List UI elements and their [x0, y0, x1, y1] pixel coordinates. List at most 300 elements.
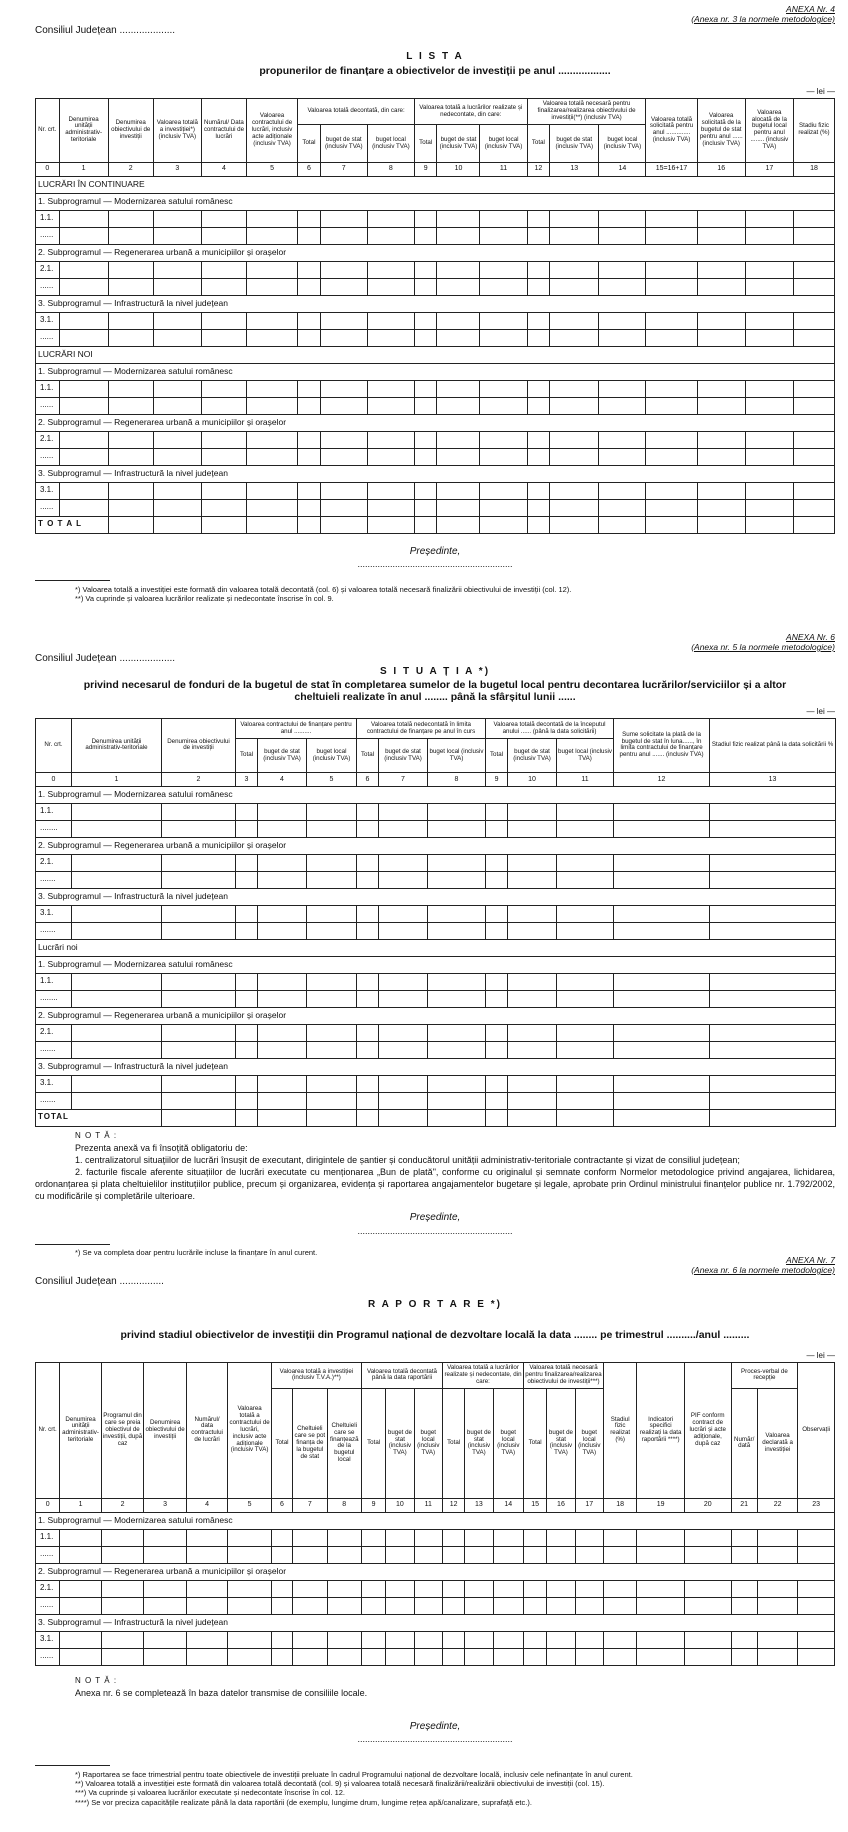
- table-cell: [236, 973, 258, 990]
- table-cell: [557, 1024, 614, 1041]
- table-cell: [710, 820, 836, 837]
- table-cell: [684, 1597, 731, 1614]
- table-cell: [599, 397, 646, 414]
- table-cell: [293, 1580, 327, 1597]
- table-cell: [428, 922, 486, 939]
- table-cell: [258, 990, 307, 1007]
- table-cell: [367, 380, 414, 397]
- table-cell: [710, 990, 836, 1007]
- table-cell: [614, 1109, 710, 1126]
- col-header: Valoarea totală solicitată pentru anul .............. (inclusiv TVA): [646, 98, 697, 162]
- table-cell: [246, 431, 297, 448]
- table-cell: [101, 1529, 144, 1546]
- table-cell: [357, 990, 379, 1007]
- table-cell: [357, 905, 379, 922]
- table-cell: [486, 990, 508, 1007]
- column-number: 21: [731, 1498, 757, 1512]
- table-cell: [798, 1546, 835, 1563]
- table-cell: [367, 397, 414, 414]
- table-cell: [236, 820, 258, 837]
- table-row: [36, 261, 835, 278]
- table-cell: [793, 278, 834, 295]
- table-cell: [428, 854, 486, 871]
- table-cell: [486, 1109, 508, 1126]
- row-index: 3.1.: [36, 312, 60, 329]
- table-cell: [710, 922, 836, 939]
- table-cell: [327, 1529, 361, 1546]
- table-cell: [710, 1041, 836, 1058]
- table-cell: [793, 329, 834, 346]
- table-cell: [246, 227, 297, 244]
- table-cell: [710, 803, 836, 820]
- table-row: [36, 210, 835, 227]
- column-number: 2: [101, 1498, 144, 1512]
- table-cell: [236, 905, 258, 922]
- table-cell: [614, 871, 710, 888]
- table-cell: [298, 380, 321, 397]
- column-number-row: [36, 772, 836, 786]
- table-cell: [414, 1648, 442, 1665]
- table-cell: [298, 516, 321, 533]
- table-cell: [599, 278, 646, 295]
- table-cell: [162, 1075, 236, 1092]
- table-cell: [731, 1597, 757, 1614]
- table-cell: [236, 1041, 258, 1058]
- table-cell: [428, 1092, 486, 1109]
- table-cell: [414, 329, 437, 346]
- table-cell: [508, 1109, 557, 1126]
- column-number: 11: [480, 162, 527, 176]
- table-cell: [550, 329, 599, 346]
- column-number: 12: [527, 162, 550, 176]
- president-signature: ..............................................................: [357, 1225, 513, 1236]
- table-cell: [162, 1109, 236, 1126]
- table-cell: [697, 448, 745, 465]
- table-cell: [414, 278, 437, 295]
- table-cell: [646, 448, 697, 465]
- column-number: 11: [414, 1498, 442, 1512]
- table-cell: [414, 1546, 442, 1563]
- row-index: 1.1.: [36, 380, 60, 397]
- table-cell: [508, 871, 557, 888]
- section-row: [36, 295, 835, 312]
- table-cell: [236, 1075, 258, 1092]
- column-number: 8: [428, 772, 486, 786]
- table-cell: [236, 1024, 258, 1041]
- table-cell: [637, 1631, 685, 1648]
- col-header: buget local (inclusiv TVA): [599, 125, 646, 162]
- table-cell: [442, 1597, 464, 1614]
- col-header: buget local (inclusiv TVA): [307, 739, 357, 773]
- table-cell: [527, 499, 550, 516]
- table-cell: [614, 1075, 710, 1092]
- table-cell: [162, 905, 236, 922]
- column-number: 2: [108, 162, 153, 176]
- row-index: 3.1.: [36, 482, 60, 499]
- table-cell: [731, 1546, 757, 1563]
- table-cell: [144, 1648, 187, 1665]
- table-row: [36, 1529, 835, 1546]
- table-cell: [236, 854, 258, 871]
- column-number: 10: [508, 772, 557, 786]
- table-cell: [745, 312, 793, 329]
- table-cell: [108, 499, 153, 516]
- column-number: 16: [697, 162, 745, 176]
- table-cell: [614, 905, 710, 922]
- table-cell: [357, 803, 379, 820]
- col-header: Observații: [798, 1362, 835, 1498]
- section-label: 1. Subprogramul — Modernizarea satului românesc: [36, 956, 836, 973]
- table-cell: [246, 261, 297, 278]
- table-cell: [101, 1580, 144, 1597]
- table-cell: [697, 329, 745, 346]
- section-row: [36, 939, 836, 956]
- table-cell: [320, 312, 367, 329]
- table-cell: [710, 871, 836, 888]
- table-cell: [599, 261, 646, 278]
- col-header: Valoarea totală necesară pentru finalizarea/realizarea obiectivului de investiții(**) (inclusiv TVA): [527, 98, 646, 125]
- table-cell: [527, 482, 550, 499]
- table-cell: [367, 227, 414, 244]
- table-cell: [524, 1631, 547, 1648]
- column-number: 11: [557, 772, 614, 786]
- table-cell: [527, 448, 550, 465]
- document-title: R A P O R T A R E *): [368, 1299, 502, 1311]
- table-cell: [414, 1580, 442, 1597]
- table-cell: [60, 1648, 102, 1665]
- table-cell: [320, 380, 367, 397]
- table-cell: [442, 1580, 464, 1597]
- table-cell: [379, 1041, 428, 1058]
- table-cell: [547, 1580, 575, 1597]
- row-index: ......: [36, 329, 60, 346]
- table-cell: [493, 1631, 523, 1648]
- table-cell: [320, 261, 367, 278]
- table-row: [36, 922, 836, 939]
- table-cell: [745, 431, 793, 448]
- table-row: [36, 397, 835, 414]
- table-cell: [298, 261, 321, 278]
- table-cell: [361, 1631, 385, 1648]
- table-header-row: [36, 98, 835, 125]
- table-cell: [153, 380, 201, 397]
- president-label: Președinte,: [409, 545, 461, 557]
- section-row: [36, 244, 835, 261]
- table-cell: [745, 448, 793, 465]
- table-cell: [684, 1529, 731, 1546]
- col-header: Denumirea unității administrativ-teritoriale: [59, 98, 108, 162]
- table-cell: [60, 1597, 102, 1614]
- table-cell: [646, 482, 697, 499]
- table-cell: [357, 1109, 379, 1126]
- table-cell: [524, 1546, 547, 1563]
- table-cell: [307, 1092, 357, 1109]
- table-cell: [731, 1648, 757, 1665]
- column-number: 7: [320, 162, 367, 176]
- col-header: Valoarea totală a lucrărilor realizate și nedecontate, din care:: [414, 98, 527, 125]
- row-index: 2.1.: [36, 1024, 72, 1041]
- section-label: Lucrări noi: [36, 939, 836, 956]
- table-cell: [710, 1109, 836, 1126]
- col-header: Total: [298, 125, 321, 162]
- col-header: buget de stat (inclusiv TVA): [550, 125, 599, 162]
- table-cell: [258, 973, 307, 990]
- table-cell: [162, 871, 236, 888]
- table-cell: [437, 380, 480, 397]
- table-cell: [108, 482, 153, 499]
- table-cell: [527, 397, 550, 414]
- row-index: 2.1.: [36, 431, 60, 448]
- table-cell: [153, 516, 201, 533]
- table-cell: [793, 516, 834, 533]
- table-cell: [298, 499, 321, 516]
- table-cell: [757, 1648, 798, 1665]
- table-cell: [414, 448, 437, 465]
- currency-unit: — lei —: [806, 1350, 835, 1360]
- table-cell: [493, 1597, 523, 1614]
- table-cell: [480, 278, 527, 295]
- column-number: 10: [437, 162, 480, 176]
- table-cell: [271, 1597, 292, 1614]
- footnote-divider: [35, 1244, 110, 1245]
- column-number: 2: [162, 772, 236, 786]
- table-cell: [697, 210, 745, 227]
- table-row: [36, 820, 836, 837]
- table-cell: [258, 922, 307, 939]
- table-row: [36, 1580, 835, 1597]
- table-cell: [437, 448, 480, 465]
- table-cell: [614, 1041, 710, 1058]
- row-index: ......: [36, 397, 60, 414]
- table-cell: [599, 482, 646, 499]
- table-cell: [637, 1529, 685, 1546]
- row-index: 1.1.: [36, 1529, 60, 1546]
- table-cell: [550, 261, 599, 278]
- table-cell: [246, 312, 297, 329]
- table-cell: [307, 1109, 357, 1126]
- col-header: Stadiul fizic realizat (%): [603, 1362, 636, 1498]
- table-cell: [59, 380, 108, 397]
- table-cell: [153, 312, 201, 329]
- table-cell: [258, 854, 307, 871]
- col-header: buget de stat (inclusiv TVA): [547, 1388, 575, 1498]
- row-index: .......: [36, 1092, 72, 1109]
- table-cell: [646, 210, 697, 227]
- col-header: buget local (inclusiv TVA): [480, 125, 527, 162]
- table-cell: [428, 973, 486, 990]
- table-cell: [153, 210, 201, 227]
- table-row: [36, 1597, 835, 1614]
- table-cell: [557, 803, 614, 820]
- column-number: 6: [298, 162, 321, 176]
- total-label: TOTAL: [36, 1109, 162, 1126]
- table-cell: [575, 1546, 603, 1563]
- table-cell: [59, 312, 108, 329]
- table-cell: [258, 871, 307, 888]
- table-cell: [298, 210, 321, 227]
- table-cell: [307, 871, 357, 888]
- table-cell: [614, 1092, 710, 1109]
- table-cell: [524, 1529, 547, 1546]
- table-cell: [527, 261, 550, 278]
- section-row: [36, 1512, 835, 1529]
- table-cell: [527, 516, 550, 533]
- table-cell: [357, 871, 379, 888]
- table-cell: [367, 431, 414, 448]
- row-index: ........: [36, 990, 72, 1007]
- column-number: 13: [710, 772, 836, 786]
- table-cell: [162, 1041, 236, 1058]
- county-council: Consiliul Județean ....................: [35, 24, 176, 36]
- table-cell: [745, 380, 793, 397]
- table-cell: [414, 261, 437, 278]
- note-paragraph: Anexa nr. 6 se completează în baza datelor transmise de consiliile locale.: [75, 1687, 368, 1698]
- column-number: 4: [201, 162, 246, 176]
- table-cell: [646, 278, 697, 295]
- table-cell: [575, 1597, 603, 1614]
- table-cell: [575, 1631, 603, 1648]
- section-label: LUCRĂRI ÎN CONTINUARE: [36, 176, 835, 193]
- table-cell: [575, 1648, 603, 1665]
- table-cell: [186, 1529, 228, 1546]
- table-cell: [798, 1631, 835, 1648]
- row-index: 1.1.: [36, 973, 72, 990]
- table-row: [36, 312, 835, 329]
- table-cell: [603, 1546, 636, 1563]
- table-cell: [603, 1648, 636, 1665]
- table-cell: [357, 820, 379, 837]
- table-cell: [108, 448, 153, 465]
- section-row: [36, 1007, 836, 1024]
- table-cell: [320, 516, 367, 533]
- annex7-body: [36, 1498, 835, 1665]
- table-cell: [293, 1648, 327, 1665]
- table-cell: [101, 1597, 144, 1614]
- table-cell: [646, 397, 697, 414]
- table-cell: [437, 210, 480, 227]
- total-row: [36, 516, 835, 533]
- total-row: [36, 1109, 836, 1126]
- table-cell: [745, 499, 793, 516]
- table-cell: [201, 261, 246, 278]
- table-cell: [236, 1109, 258, 1126]
- table-cell: [201, 482, 246, 499]
- table-cell: [72, 1024, 162, 1041]
- table-cell: [379, 1075, 428, 1092]
- table-cell: [603, 1529, 636, 1546]
- table-cell: [59, 329, 108, 346]
- table-cell: [201, 431, 246, 448]
- table-row: [36, 803, 836, 820]
- table-cell: [153, 431, 201, 448]
- table-cell: [414, 397, 437, 414]
- table-cell: [646, 380, 697, 397]
- table-cell: [508, 803, 557, 820]
- table-cell: [745, 261, 793, 278]
- col-header: buget de stat (inclusiv TVA): [508, 739, 557, 773]
- column-number: 17: [575, 1498, 603, 1512]
- table-cell: [550, 516, 599, 533]
- president-label: Președinte,: [409, 1720, 461, 1732]
- table-cell: [710, 1075, 836, 1092]
- table-row: [36, 1648, 835, 1665]
- table-cell: [437, 397, 480, 414]
- table-cell: [386, 1529, 414, 1546]
- table-row: [36, 905, 836, 922]
- table-cell: [298, 329, 321, 346]
- table-cell: [508, 990, 557, 1007]
- table-cell: [228, 1597, 272, 1614]
- table-cell: [437, 329, 480, 346]
- table-cell: [646, 516, 697, 533]
- table-cell: [293, 1546, 327, 1563]
- column-number: 16: [547, 1498, 575, 1512]
- table-cell: [379, 922, 428, 939]
- table-cell: [480, 448, 527, 465]
- section-label: 2. Subprogramul — Regenerarea urbană a municipiilor și orașelor: [36, 1007, 836, 1024]
- table-cell: [793, 210, 834, 227]
- col-header: Valoarea totală a investiției (inclusiv T.V.A.)**): [271, 1362, 361, 1388]
- row-index: ......: [36, 278, 60, 295]
- table-row: [36, 380, 835, 397]
- column-number: 20: [684, 1498, 731, 1512]
- table-cell: [72, 922, 162, 939]
- table-cell: [72, 803, 162, 820]
- col-header: Valoarea contractului de finanțare pentru anul ..........: [236, 718, 357, 738]
- table-cell: [414, 516, 437, 533]
- table-cell: [798, 1648, 835, 1665]
- table-cell: [153, 261, 201, 278]
- table-cell: [550, 448, 599, 465]
- table-cell: [186, 1580, 228, 1597]
- currency-unit: — lei —: [806, 86, 835, 96]
- table-cell: [465, 1546, 493, 1563]
- table-cell: [293, 1529, 327, 1546]
- table-cell: [550, 210, 599, 227]
- table-cell: [307, 1075, 357, 1092]
- table-cell: [307, 1041, 357, 1058]
- table-cell: [637, 1597, 685, 1614]
- column-number: 19: [637, 1498, 685, 1512]
- table-cell: [59, 210, 108, 227]
- table-cell: [437, 516, 480, 533]
- table-cell: [228, 1580, 272, 1597]
- table-cell: [465, 1648, 493, 1665]
- row-index: 3.1.: [36, 1631, 60, 1648]
- table-cell: [731, 1631, 757, 1648]
- section-row: [36, 193, 835, 210]
- table-cell: [757, 1546, 798, 1563]
- column-number: 22: [757, 1498, 798, 1512]
- table-cell: [486, 820, 508, 837]
- table-cell: [557, 990, 614, 1007]
- section-row: [36, 176, 835, 193]
- col-header: Numărul/ data contractului de lucrări: [186, 1362, 228, 1498]
- table-cell: [493, 1529, 523, 1546]
- table-cell: [798, 1597, 835, 1614]
- table-cell: [228, 1529, 272, 1546]
- col-header: Valoarea totală a investiției*) (inclusiv TVA): [153, 98, 201, 162]
- table-cell: [201, 312, 246, 329]
- col-header: Total: [524, 1388, 547, 1498]
- table-cell: [414, 1597, 442, 1614]
- col-header: Valoarea totală a lucrărilor realizate și nedecontate, din care:: [442, 1362, 523, 1388]
- col-header: Total: [486, 739, 508, 773]
- column-number: 5: [246, 162, 297, 176]
- table-cell: [508, 973, 557, 990]
- table-cell: [550, 227, 599, 244]
- table-cell: [60, 1580, 102, 1597]
